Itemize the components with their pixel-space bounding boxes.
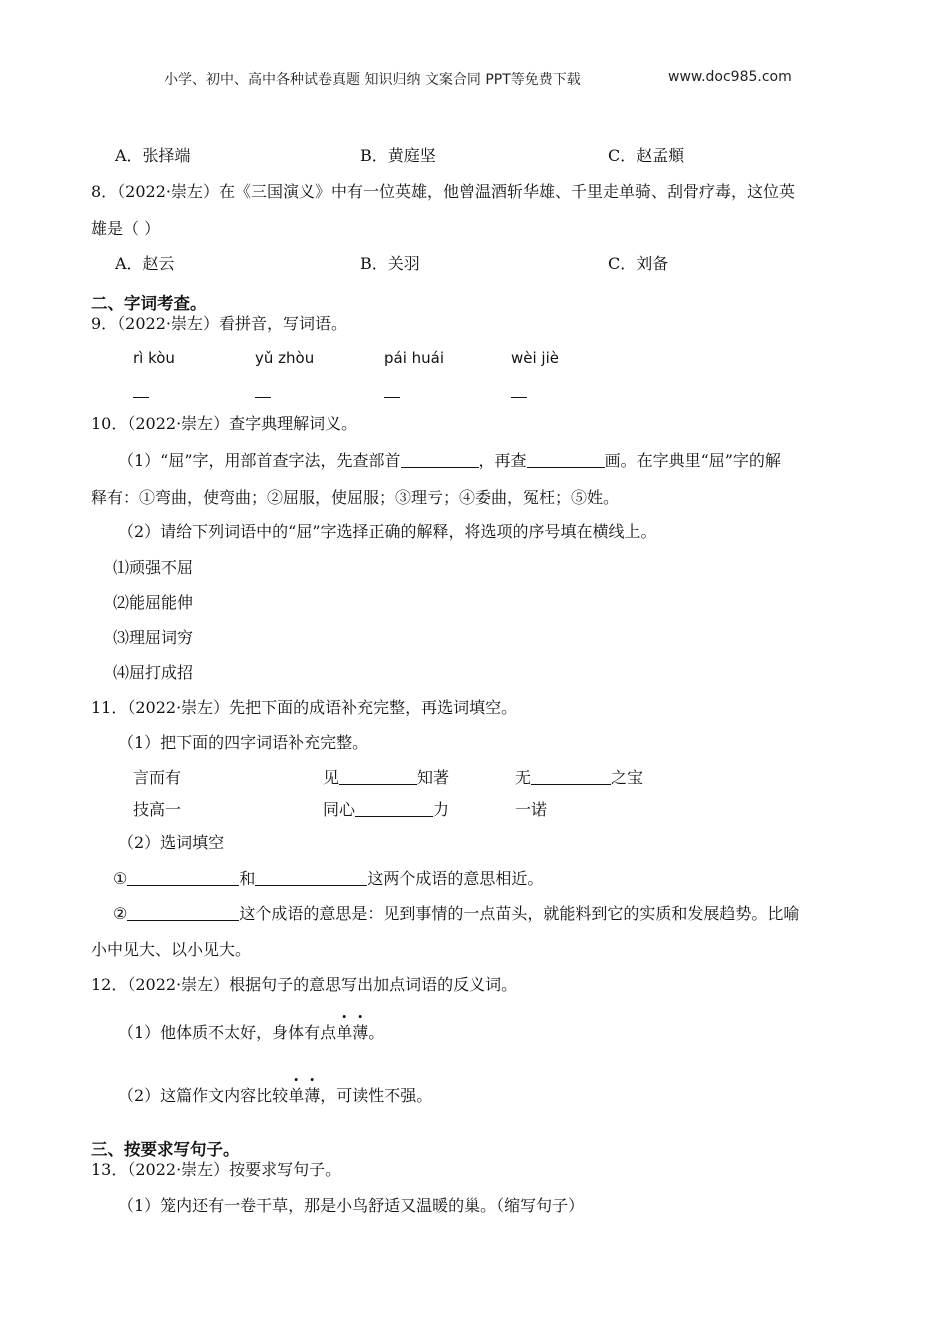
q9-pinyin-4: wèi jiè [511,349,559,367]
q11-idiom-2 [323,767,449,789]
q9-answer-line-2[interactable] [255,397,271,398]
q11-fill-line2 [113,903,799,925]
q8-stem-line2: 雄是（ ） [91,219,161,238]
q8-option-c: C．刘备 [608,254,669,273]
q10-radical-blank[interactable] [401,451,479,468]
q12-s2-dotted-char-2: 薄 [304,1086,321,1105]
q12-sentence-1 [118,1022,384,1044]
q11-part2: （2）选词填空 [118,833,225,852]
q11-fill-1-blank-b[interactable] [255,869,367,886]
q10-item-1: ⑴顽强不屈 [113,558,194,577]
header-banner: 小学、初中、高中各种试卷真题 知识归纳 文案合同 PPT等免费下载 [164,72,581,88]
q8-option-a: A．赵云 [115,254,175,273]
q12-stem: 12．（2022·崇左）根据句子的意思写出加点词语的反义词。 [91,975,518,994]
q11-idiom-5-start: 同心 [323,800,356,819]
q12-s1-dotted-char-2: 薄 [352,1023,369,1042]
q11-idiom-3-start: 无 [515,768,532,787]
q11-idiom-5-blank[interactable] [355,800,433,817]
q9-answer-line-4[interactable] [511,397,527,398]
q8-stem-line1: 8．（2022·崇左）在《三国演义》中有一位英雄，他曾温酒斩华雄、千里走单骑、刮骨疗毒，这位英 [91,182,795,201]
q12-s2-text: （2）这篇作文内容比较 [118,1086,289,1105]
q11-idiom-6: 一诺 [515,800,548,819]
q11-idiom-3-blank[interactable] [531,768,611,785]
q7-option-a: A．张择端 [115,146,191,165]
q10-part1-line1 [118,450,781,472]
q10-item-3: ⑶理屈词穷 [113,628,194,647]
q9-pinyin-2: yǔ zhòu [255,349,315,367]
q13-stem: 13．（2022·崇左）按要求写句子。 [91,1160,342,1179]
q11-idiom-5 [323,799,449,821]
q11-idiom-4: 技高一 [133,800,182,819]
q9-pinyin-1: rì kòu [133,349,175,367]
q9-answer-line-3[interactable] [384,397,400,398]
q12-s1-dotted-char-1: 单 [336,1023,353,1042]
q11-fill-2-text: 这个成语的意思是：见到事情的一点苗头，就能料到它的实质和发展趋势。比喻 [239,904,800,923]
section-3-heading: 三、按要求写句子。 [91,1140,240,1159]
q10-part1-text-a: （1）“屈”字，用部首查字法，先查部首 [118,451,401,470]
q11-fill-line3: 小中见大、以小见大。 [91,940,252,959]
q11-fill-2-label: ② [113,904,128,923]
q11-idiom-1: 言而有 [133,768,182,787]
q11-fill-line1 [113,868,543,890]
q9-stem: 9．（2022·崇左）看拼音，写词语。 [91,314,347,333]
header-url[interactable]: www.doc985.com [668,69,792,85]
q10-part1-text-b: ，再查 [478,451,527,470]
q10-item-4: ⑷屈打成招 [113,663,194,682]
q7-option-b: B．黄庭坚 [360,146,436,165]
q11-idiom-2-end: 知著 [417,768,450,787]
q9-answer-line-1[interactable] [133,397,149,398]
section-2-heading: 二、字词考查。 [91,294,207,313]
q10-part1-line2: 释有：①弯曲，使弯曲；②屈服，使屈服；③理亏；④委曲，冤枉；⑤姓。 [91,488,620,507]
q10-item-2: ⑵能屈能伸 [113,593,194,612]
q11-idiom-2-blank[interactable] [339,768,417,785]
q7-option-c: C．赵孟頫 [608,146,685,165]
q11-part1: （1）把下面的四字词语补充完整。 [118,733,369,752]
q11-fill-1-blank-a[interactable] [127,869,239,886]
q10-strokes-blank[interactable] [527,451,605,468]
q11-fill-1-and: 和 [239,869,256,888]
q11-idiom-2-start: 见 [323,768,340,787]
q10-part1-text-c: 画。在字典里“屈”字的解 [604,451,781,470]
q11-stem: 11．（2022·崇左）先把下面的成语补充完整，再选词填空。 [91,698,518,717]
q12-s2-end: ，可读性不强。 [320,1086,433,1105]
q11-idiom-3 [515,767,643,789]
q13-part1: （1）笼内还有一卷干草，那是小鸟舒适又温暖的巢。（缩写句子） [118,1196,585,1215]
q10-part2: （2）请给下列词语中的“屈”字选择正确的解释，将选项的序号填在横线上。 [118,522,657,541]
q10-stem: 10．（2022·崇左）查字典理解词义。 [91,414,358,433]
q12-sentence-2 [118,1085,432,1107]
q11-idiom-3-end: 之宝 [611,768,644,787]
q11-fill-1-label: ① [113,869,128,888]
q12-s2-dotted-char-1: 单 [288,1086,305,1105]
q11-fill-2-blank[interactable] [127,904,239,921]
q12-s1-text: （1）他体质不太好，身体有点 [118,1023,337,1042]
q11-fill-1-text: 这两个成语的意思相近。 [367,869,544,888]
q11-idiom-5-end: 力 [433,800,450,819]
q8-option-b: B．关羽 [360,254,420,273]
q9-pinyin-3: pái huái [384,349,445,367]
q12-s1-end: 。 [368,1023,385,1042]
